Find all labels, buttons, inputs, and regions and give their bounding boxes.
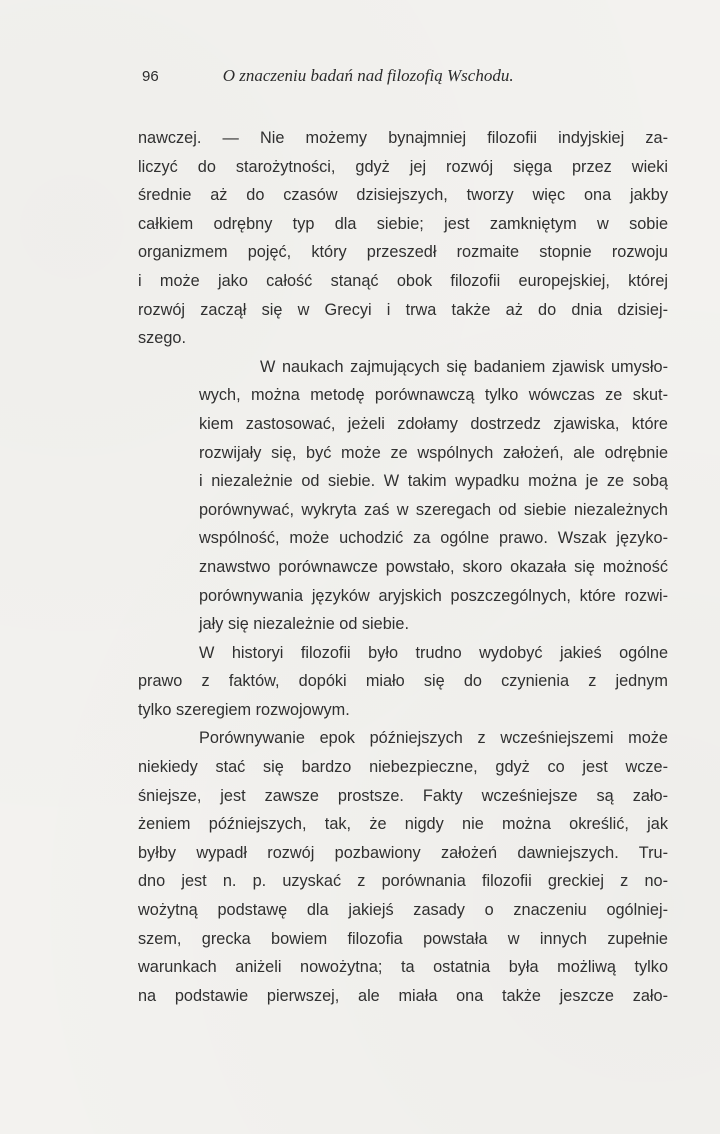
page-header <box>142 66 582 94</box>
text-line: śniejsze, jest zawsze prostsze. Fakty wcześniejsze są zało- <box>138 786 668 805</box>
paragraph <box>138 353 668 639</box>
text-line: porównywania języków aryjskich poszczególnych, które rozwi- <box>199 586 668 605</box>
text-line: kiem zastosować, jeżeli zdołamy dostrzedz zjawiska, które <box>199 414 668 433</box>
text-line: wożytną podstawę dla jakiejś zasady o znaczeniu ogólniej- <box>138 901 668 920</box>
text-line: wspólność, może uchodzić za ogólne prawo. Wszak języko- <box>199 529 668 548</box>
text-line: żeniem późniejszych, tak, że nigdy nie można określić, jak <box>138 815 668 834</box>
paragraph <box>138 639 668 725</box>
text-line: nawczej. — Nie możemy bynajmniej filozofii indyjskiej za- <box>138 129 668 147</box>
text-line: rozwój zaczął się w Grecyi i trwa także aż do dnia dzisiej- <box>138 300 668 319</box>
text-line: na podstawie pierwszej, ale miała ona także jeszcze zało- <box>138 986 668 1005</box>
text-line: tylko szeregiem rozwojowym. <box>138 700 350 719</box>
text-line: niekiedy stać się bardzo niebezpieczne, gdyż co jest wcze- <box>138 758 668 777</box>
text-line: W historyi filozofii było trudno wydobyć jakieś ogólne <box>199 643 668 662</box>
running-title: O znaczeniu badań nad filozofią Wschodu. <box>222 66 514 85</box>
text-line: liczyć do starożytności, gdyż jej rozwój sięga przez wieki <box>138 157 668 176</box>
text-line: wych, można metodę porównawczą tylko wówczas ze skut- <box>199 386 668 405</box>
paragraph <box>138 724 668 1010</box>
paragraph <box>138 124 668 353</box>
body-text <box>138 124 668 1010</box>
text-line: i może jako całość stanąć obok filozofii europejskiej, której <box>138 271 668 290</box>
text-line: W naukach zajmujących się badaniem zjawisk umysło- <box>260 357 668 376</box>
text-line: całkiem odrębny typ dla siebie; jest zamkniętym w sobie <box>138 214 668 233</box>
text-line: organizmem pojęć, który przeszedł rozmaite stopnie rozwoju <box>138 243 668 262</box>
text-line: i niezależnie od siebie. W takim wypadku można je ze sobą <box>199 472 668 491</box>
text-line: szego. <box>138 329 186 348</box>
page-number: 96 <box>142 68 159 85</box>
text-line: Porównywanie epok późniejszych z wcześniejszemi może <box>199 729 668 748</box>
text-line: rozwijały się, być może ze wspólnych założeń, ale odrębnie <box>199 443 668 462</box>
text-line: porównywać, wykryta zaś w szeregach od siebie niezależnych <box>199 500 668 519</box>
text-line: warunkach aniżeli nowożytna; ta ostatnia była możliwą tylko <box>138 958 668 977</box>
text-line: prawo z faktów, dopóki miało się do czynienia z jednym <box>138 672 668 691</box>
text-line: dno jest n. p. uzyskać z porównania filozofii greckiej z no- <box>138 872 668 891</box>
text-line: byłby wypadł rozwój pozbawiony założeń dawniejszych. Tru- <box>138 843 668 862</box>
text-line: znawstwo porównawcze powstało, skoro okazała się możność <box>199 557 668 576</box>
text-line: jały się niezależnie od siebie. <box>199 615 409 634</box>
text-line: szem, grecka bowiem filozofia powstała w innych zupełnie <box>138 929 668 948</box>
text-line: średnie aż do czasów dzisiejszych, tworzy więc ona jakby <box>138 186 668 205</box>
